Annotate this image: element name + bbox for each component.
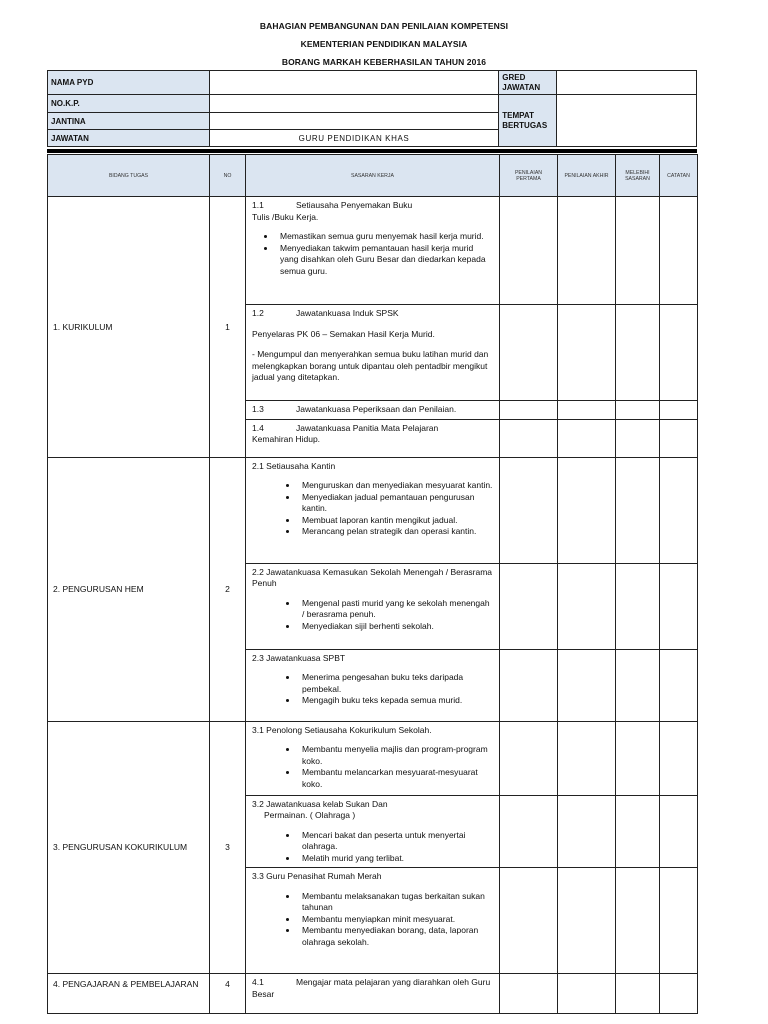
- task-3-1-bullet-1: • Membantu menyelia majlis dan program-program koko.: [298, 744, 493, 767]
- nama-field[interactable]: [209, 71, 499, 95]
- col-no: NO: [210, 155, 246, 197]
- score-cell[interactable]: [500, 795, 558, 868]
- section-1-no: 1: [210, 197, 246, 458]
- task-3-2-bullet-2: • Melatih murid yang terlibat.: [298, 853, 493, 865]
- header-line-1: BAHAGIAN PEMBANGUNAN DAN PENILAIAN KOMPETENSI: [259, 21, 509, 31]
- task-1-2-num: 1.2: [252, 308, 264, 318]
- task-2-3-bullet-2: • Mengagih buku teks kepada semua murid.: [298, 695, 493, 707]
- task-3-2: [246, 795, 500, 868]
- score-cell[interactable]: [500, 401, 558, 420]
- score-cell[interactable]: [558, 457, 616, 563]
- header-line-3: BORANG MARKAH KEBERHASILAN TAHUN 2016: [281, 57, 487, 67]
- section-4-bidang: 4. PENGAJARAN & PEMBELAJARAN: [48, 974, 210, 1014]
- tempat-label: TEMPAT BERTUGAS: [499, 95, 557, 147]
- jantina-label: JANTINA: [48, 113, 210, 130]
- score-cell[interactable]: [500, 974, 558, 1014]
- nokp-label: NO.K.P.: [48, 95, 210, 113]
- note-cell[interactable]: [660, 795, 698, 868]
- gred-label: GRED JAWATAN: [499, 71, 557, 95]
- task-3-3: [246, 868, 500, 974]
- score-cell[interactable]: [558, 974, 616, 1014]
- score-cell[interactable]: [616, 457, 660, 563]
- col-bidang-tugas: BIDANG TUGAS: [48, 155, 210, 197]
- task-2-1-bullet-3: • Membuat laporan kantin mengikut jadual.: [298, 515, 493, 527]
- task-1-4-num: 1.4: [252, 422, 264, 433]
- task-3-3-bullet-1: • Membantu melaksanakan tugas berkaitan sukan tahunan: [298, 891, 493, 914]
- score-cell[interactable]: [558, 563, 616, 649]
- col-penilaian-pertama: PENILAIAN PERTAMA: [500, 155, 558, 197]
- task-1-1-num: 1.1: [252, 200, 264, 210]
- score-cell[interactable]: [500, 305, 558, 401]
- task-1-3-title: Jawatankuasa Peperiksaan dan Penilaian.: [296, 404, 457, 414]
- section-2-bidang: 2. PENGURUSAN HEM: [48, 457, 210, 721]
- task-1-1-bullet-1: • Memastikan semua guru menyemak hasil kerja murid.: [276, 231, 493, 243]
- section-3-no: 3: [210, 721, 246, 974]
- task-3-2-bullet-1: • Mencari bakat dan peserta untuk menyertai olahraga.: [298, 830, 493, 853]
- task-1-4: [246, 419, 500, 457]
- task-2-2-title: 2.2 Jawatankuasa Kemasukan Sekolah Menengah / Berasrama Penuh: [252, 566, 493, 588]
- score-cell[interactable]: [616, 974, 660, 1014]
- score-cell[interactable]: [558, 419, 616, 457]
- score-cell[interactable]: [558, 197, 616, 305]
- task-2-1: [246, 457, 500, 563]
- section-4-no: 4: [210, 974, 246, 1014]
- score-cell[interactable]: [558, 868, 616, 974]
- score-cell[interactable]: [500, 419, 558, 457]
- score-cell[interactable]: [616, 419, 660, 457]
- task-1-3: [246, 401, 500, 420]
- task-2-2-bullet-1: • Mengenal pasti murid yang ke sekolah menengah / berasrama penuh.: [298, 598, 493, 621]
- score-cell[interactable]: [500, 457, 558, 563]
- score-cell[interactable]: [500, 868, 558, 974]
- score-cell[interactable]: [558, 305, 616, 401]
- task-3-2-title-cont: Permainan. ( Olahraga ): [264, 810, 356, 820]
- score-cell[interactable]: [616, 868, 660, 974]
- task-3-3-bullet-3: • Membantu menyediakan borang, data, laporan olahraga sekolah.: [298, 925, 493, 948]
- jawatan-label: JAWATAN: [48, 130, 210, 147]
- task-2-3-bullet-1: • Menerima pengesahan buku teks daripada pembekal.: [298, 672, 493, 695]
- note-cell[interactable]: [660, 401, 698, 420]
- section-1-bidang: 1. KURIKULUM: [48, 197, 210, 458]
- task-1-4-title-cont: Kemahiran Hidup.: [252, 434, 321, 444]
- score-cell[interactable]: [558, 401, 616, 420]
- task-1-2-title: Jawatankuasa Induk SPSK: [296, 308, 399, 318]
- tempat-field[interactable]: [557, 95, 697, 147]
- task-3-3-bullet-2: • Membantu menyiapkan minit mesyuarat.: [298, 914, 493, 926]
- nokp-field[interactable]: [209, 95, 499, 113]
- score-cell[interactable]: [616, 795, 660, 868]
- score-cell[interactable]: [500, 721, 558, 795]
- task-3-2-title: 3.2 Jawatankuasa kelab Sukan Dan: [252, 798, 388, 809]
- note-cell[interactable]: [660, 868, 698, 974]
- jantina-field[interactable]: [209, 113, 499, 130]
- note-cell[interactable]: [660, 305, 698, 401]
- task-1-2-para-2: - Mengumpul dan menyerahkan semua buku latihan murid dan melengkapkan borang untuk dipantau oleh pentadbir mengikut jadual yang ditetapkan.: [252, 349, 489, 382]
- score-cell[interactable]: [616, 401, 660, 420]
- nama-label: NAMA PYD: [48, 71, 210, 95]
- task-2-1-title: 2.1 Setiausaha Kantin: [252, 460, 336, 471]
- task-1-1-title: Setiausaha Penyemakan Buku: [296, 200, 413, 210]
- task-1-2: [246, 305, 500, 401]
- col-penilaian-akhir: PENILAIAN AKHIR: [558, 155, 616, 197]
- note-cell[interactable]: [660, 419, 698, 457]
- score-cell[interactable]: [616, 649, 660, 721]
- note-cell[interactable]: [660, 563, 698, 649]
- note-cell[interactable]: [660, 197, 698, 305]
- task-2-1-bullet-1: • Menguruskan dan menyediakan mesyuarat kantin.: [298, 480, 493, 492]
- target-table: [47, 154, 698, 1014]
- task-4-1: [246, 974, 500, 1014]
- task-1-1: [246, 197, 500, 305]
- col-sasaran-kerja: SASARAN KERJA: [246, 155, 500, 197]
- score-cell[interactable]: [616, 305, 660, 401]
- task-2-3-title: 2.3 Jawatankuasa SPBT: [252, 652, 346, 663]
- score-cell[interactable]: [500, 197, 558, 305]
- col-melebihi-sasaran: MELEBIHI SASARAN: [616, 155, 660, 197]
- section-3-bidang: 3. PENGURUSAN KOKURIKULUM: [48, 721, 210, 974]
- task-2-2: [246, 563, 500, 649]
- task-4-1-title: Mengajar mata pelajaran yang diarahkan oleh Guru Besar: [252, 977, 491, 999]
- score-cell[interactable]: [558, 721, 616, 795]
- info-table: [47, 70, 697, 147]
- task-1-2-para-1: Penyelaras PK 06 – Semakan Hasil Kerja Murid.: [252, 328, 435, 339]
- task-2-2-bullet-2: • Menyediakan sijil berhenti sekolah.: [298, 621, 493, 633]
- task-4-1-num: 4.1: [252, 977, 264, 987]
- score-cell[interactable]: [616, 721, 660, 795]
- task-2-1-bullet-2: • Menyediakan jadual pemantauan pengurusan kantin.: [298, 492, 493, 515]
- task-1-3-num: 1.3: [252, 404, 264, 414]
- note-cell[interactable]: [660, 649, 698, 721]
- header-line-2: KEMENTERIAN PENDIDIKAN MALAYSIA: [300, 39, 468, 49]
- score-cell[interactable]: [616, 563, 660, 649]
- gred-field[interactable]: [557, 71, 697, 95]
- score-cell[interactable]: [616, 197, 660, 305]
- jawatan-field[interactable]: GURU PENDIDIKAN KHAS: [209, 130, 499, 147]
- task-1-1-bullet-2: • Menyediakan takwim pemantauan hasil kerja murid yang disahkan oleh Guru Besar dan diedarkan kepada semua guru.: [276, 243, 493, 278]
- score-cell[interactable]: [500, 563, 558, 649]
- divider-bar: [47, 149, 697, 153]
- task-3-1-title: 3.1 Penolong Setiausaha Kokurikulum Sekolah.: [252, 724, 432, 735]
- task-3-3-title: 3.3 Guru Penasihat Rumah Merah: [252, 871, 382, 881]
- note-cell[interactable]: [660, 974, 698, 1014]
- task-1-1-title-cont: Tulis /Buku Kerja.: [252, 211, 319, 222]
- score-cell[interactable]: [558, 795, 616, 868]
- note-cell[interactable]: [660, 721, 698, 795]
- note-cell[interactable]: [660, 457, 698, 563]
- task-3-1: [246, 721, 500, 795]
- score-cell[interactable]: [500, 649, 558, 721]
- section-2-no: 2: [210, 457, 246, 721]
- col-catatan: CATATAN: [660, 155, 698, 197]
- score-cell[interactable]: [558, 649, 616, 721]
- task-3-1-bullet-2: • Membantu melancarkan mesyuarat-mesyuarat koko.: [298, 767, 493, 790]
- task-2-1-bullet-4: • Merancang pelan strategik dan operasi kantin.: [298, 526, 493, 538]
- task-2-3: [246, 649, 500, 721]
- task-1-4-title: Jawatankuasa Panitia Mata Pelajaran: [296, 422, 439, 433]
